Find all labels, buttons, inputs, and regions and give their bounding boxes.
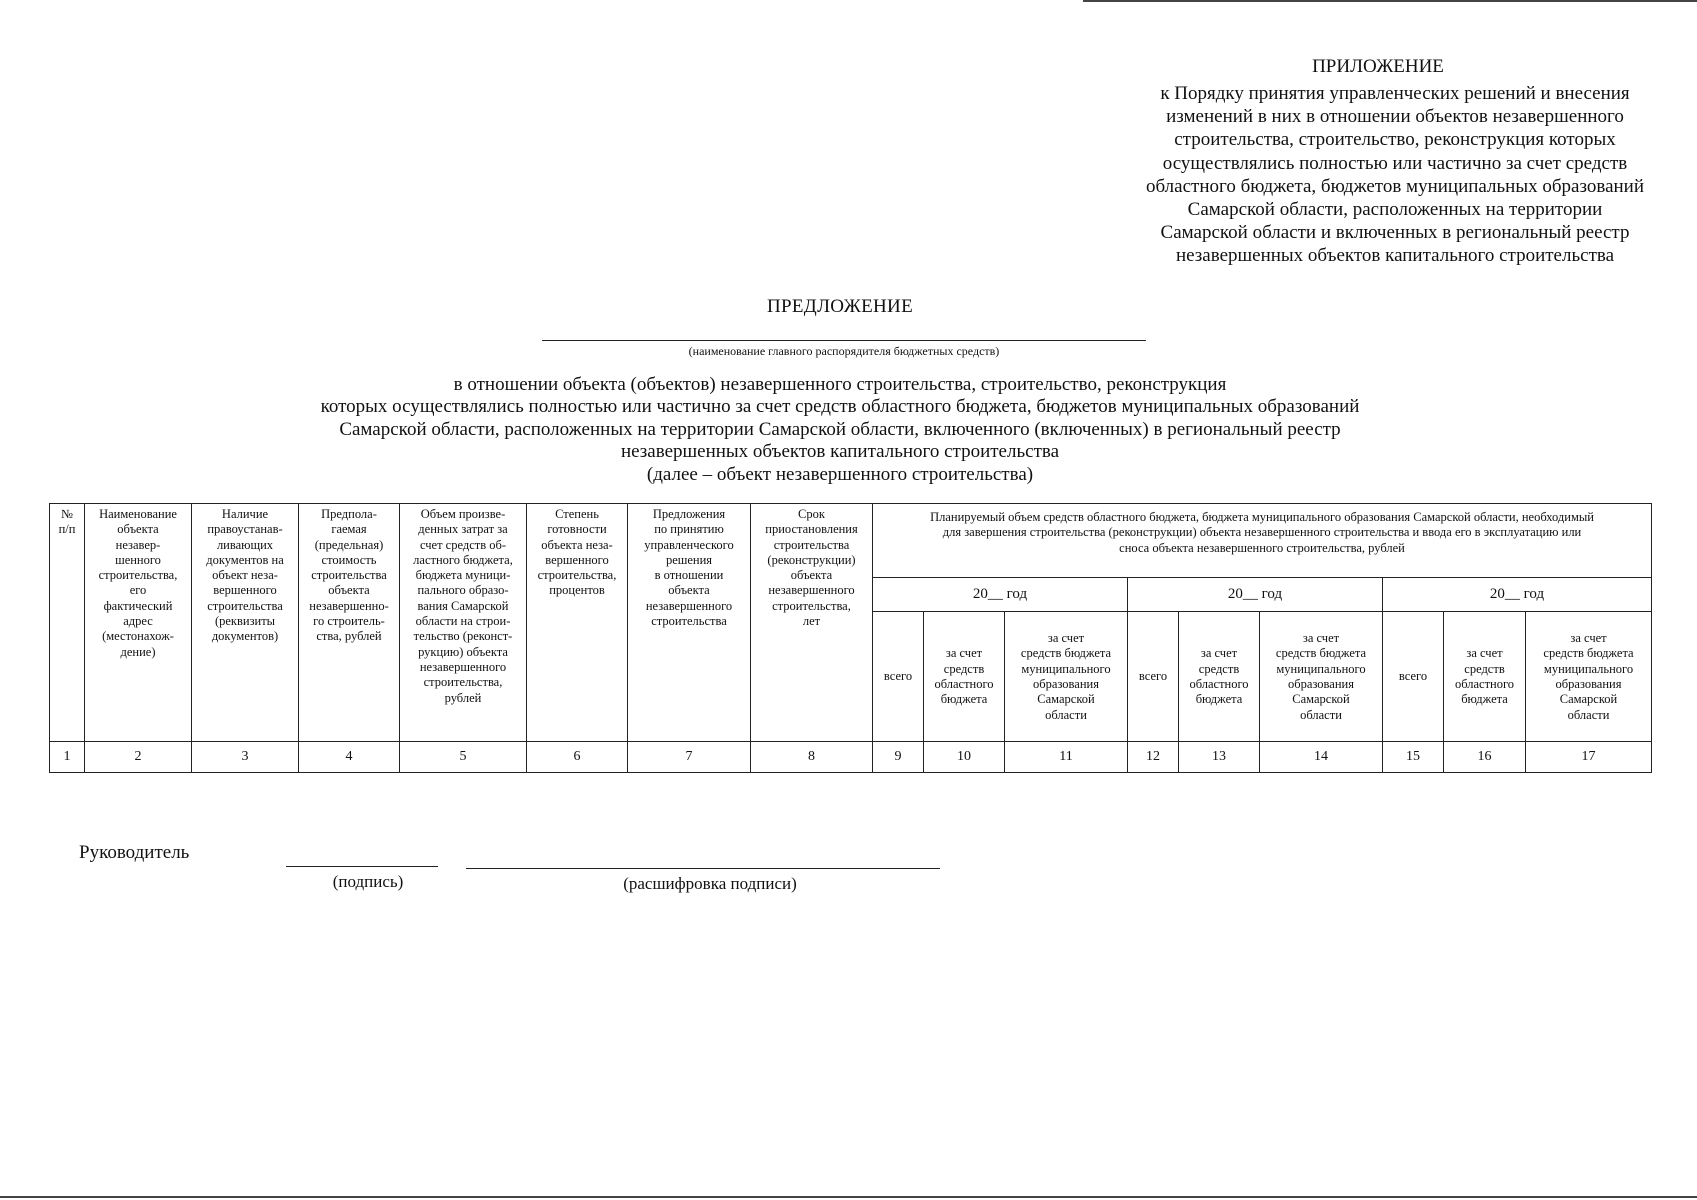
scan-edge-line-top <box>1083 0 1697 2</box>
signature-decoding-line <box>466 868 940 869</box>
header-cell-proposals: Предложения по принятию управленческого решения в отношении объекта незавершенного строительства <box>628 504 751 742</box>
column-number-cell: 13 <box>1179 742 1260 773</box>
column-number-cell: 9 <box>873 742 924 773</box>
header-cell-incurred-costs: Объем произве- денных затрат за счет средств об- ластного бюджета, бюджета муници- пального образо- вания Самарской области на строи- тельство (реконст- рукцию) объекта незавершенного строительства, рублей <box>400 504 527 742</box>
column-number-cell: 3 <box>192 742 299 773</box>
header-cell-year-3: 20__ год <box>1383 578 1652 612</box>
header-cell-suspension-period: Срок приостановления строительства (реконструкции) объекта незавершенного строительства, лет <box>751 504 873 742</box>
header-cell-municipal-budget: за счет средств бюджета муниципального образования Самарской области <box>1005 612 1128 742</box>
column-number-cell: 14 <box>1260 742 1383 773</box>
header-cell-municipal-budget: за счет средств бюджета муниципального образования Самарской области <box>1526 612 1652 742</box>
table-row-column-numbers <box>50 742 1652 773</box>
signer-role-label: Руководитель <box>79 842 190 863</box>
column-number-cell: 15 <box>1383 742 1444 773</box>
appendix-title: ПРИЛОЖЕНИЕ <box>1312 56 1444 77</box>
column-number-cell: 2 <box>85 742 192 773</box>
appendix-body: к Порядку принятия управленческих решений и внесения изменений в них в отношении объектов незавершенного строительства, строительство, реконструкция которых осуществлялись полностью или частично за счет средств областного бюджета, бюджетов муниципальных образований Самарской области, расположенных на территории Самарской области и включенных в региональный реестр незавершенных объектов капитального строительства <box>1145 83 1645 267</box>
column-number-cell: 12 <box>1128 742 1179 773</box>
column-number-cell: 8 <box>751 742 873 773</box>
header-cell-estimated-cost: Предпола- гаемая (предельная) стоимость строительства объекта незавершенно- го строитель- ства, рублей <box>299 504 400 742</box>
document-title: ПРЕДЛОЖЕНИЕ <box>767 296 913 317</box>
name-caption: (наименование главного распорядителя бюджетных средств) <box>688 344 1000 358</box>
column-number-cell: 1 <box>50 742 85 773</box>
table-header-row <box>50 504 1652 578</box>
column-number-cell: 11 <box>1005 742 1128 773</box>
header-cell-regional-budget: за счет средств областного бюджета <box>1179 612 1260 742</box>
header-cell-object-name: Наименование объекта незавер- шенного строительства, его фактический адрес (местонахож- дение) <box>85 504 192 742</box>
name-fill-line <box>542 340 1146 341</box>
header-cell-municipal-budget: за счет средств бюджета муниципального образования Самарской области <box>1260 612 1383 742</box>
column-number-cell: 4 <box>299 742 400 773</box>
proposal-table <box>49 503 1652 773</box>
header-cell-planned-funds: Планируемый объем средств областного бюджета, бюджета муниципального образования Самарской области, необходимый для завершения строительства (реконструкции) объекта незавершенного строительства и ввода его в эксплуатацию или сноса объекта незавершенного строительства, рублей <box>873 504 1652 578</box>
header-cell-year-2: 20__ год <box>1128 578 1383 612</box>
signature-decoding-caption: (расшифровка подписи) <box>623 874 797 893</box>
column-number-cell: 16 <box>1444 742 1526 773</box>
column-number-cell: 7 <box>628 742 751 773</box>
header-cell-regional-budget: за счет средств областного бюджета <box>924 612 1005 742</box>
header-cell-readiness: Степень готовности объекта неза- вершенного строительства, процентов <box>527 504 628 742</box>
column-number-cell: 6 <box>527 742 628 773</box>
header-cell-total: всего <box>1128 612 1179 742</box>
header-cell-number: № п/п <box>50 504 85 742</box>
column-number-cell: 10 <box>924 742 1005 773</box>
signature-line <box>286 866 438 867</box>
header-cell-documents: Наличие правоустанав- ливающих документов на объект неза- вершенного строительства (реквизиты документов) <box>192 504 299 742</box>
column-number-cell: 17 <box>1526 742 1652 773</box>
header-cell-year-1: 20__ год <box>873 578 1128 612</box>
scan-edge-line-bottom <box>0 1196 1697 1198</box>
signature-caption: (подпись) <box>332 872 404 891</box>
document-intro: в отношении объекта (объектов) незавершенного строительства, строительство, реконструкция которых осуществлялись полностью или частично за счет средств областного бюджета, бюджетов муниципальных образований Самарской области, расположенных на территории Самарской области, включенного (включенных) в региональный реестр незавершенных объектов капитального строительства (далее – объект незавершенного строительства) <box>320 374 1360 485</box>
header-cell-regional-budget: за счет средств областного бюджета <box>1444 612 1526 742</box>
column-number-cell: 5 <box>400 742 527 773</box>
header-cell-total: всего <box>873 612 924 742</box>
header-cell-total: всего <box>1383 612 1444 742</box>
